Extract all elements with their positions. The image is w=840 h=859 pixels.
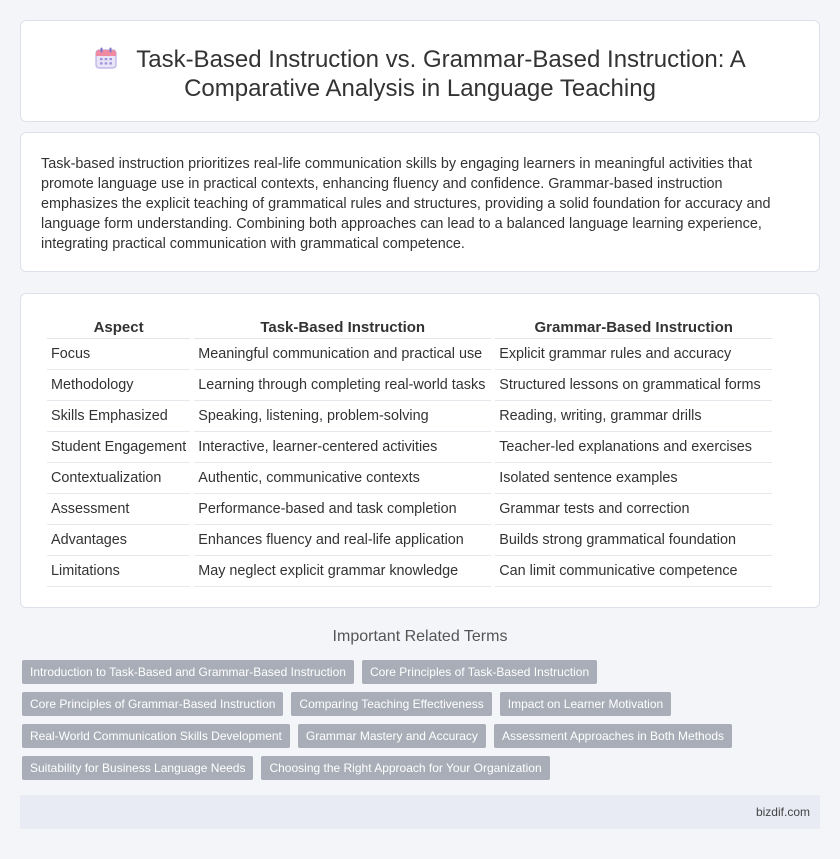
table-row [47,494,772,525]
header-grammar-based: Grammar-Based Instruction [495,316,772,339]
cell-task-based: Enhances fluency and real-life application [194,525,491,556]
cell-task-based: Interactive, learner-centered activities [194,432,491,463]
cell-aspect: Methodology [47,370,190,401]
cell-task-based: Learning through completing real-world tasks [194,370,491,401]
cell-grammar-based: Builds strong grammatical foundation [495,525,772,556]
table-row [47,463,772,494]
title-text: Task-Based Instruction vs. Grammar-Based Instruction: A Comparative Analysis in Language Teaching [136,46,746,102]
table-header-row [47,316,772,339]
title-card [20,20,820,122]
summary-card [20,132,820,272]
table-row [47,525,772,556]
comparison-table [43,316,776,587]
related-term-tag[interactable]: Introduction to Task-Based and Grammar-Based Instruction [22,660,354,684]
cell-aspect: Contextualization [47,463,190,494]
page-title [61,45,779,103]
cell-aspect: Assessment [47,494,190,525]
cell-task-based: Meaningful communication and practical use [194,339,491,370]
related-term-tag[interactable]: Comparing Teaching Effectiveness [291,692,491,716]
cell-grammar-based: Can limit communicative competence [495,556,772,587]
cell-grammar-based: Structured lessons on grammatical forms [495,370,772,401]
table-row [47,370,772,401]
title-wrap [61,45,779,103]
table-row [47,401,772,432]
tag-row [22,692,822,716]
related-term-tag[interactable]: Suitability for Business Language Needs [22,756,253,780]
footer-brand[interactable]: bizdif.com [755,805,810,819]
related-term-tag[interactable]: Assessment Approaches in Both Methods [494,724,732,748]
cell-task-based: Authentic, communicative contexts [194,463,491,494]
cell-task-based: Speaking, listening, problem-solving [194,401,491,432]
comparison-table-card [20,293,820,608]
related-term-tag[interactable]: Impact on Learner Motivation [500,692,671,716]
table-row [47,339,772,370]
cell-grammar-based: Explicit grammar rules and accuracy [495,339,772,370]
cell-aspect: Student Engagement [47,432,190,463]
footer [20,795,820,829]
summary-text: Task-based instruction prioritizes real-life communication skills by engaging learners in meaningful activities that promote language use in practical contexts, enhancing fluency and confidence. Grammar-based instruction emphasizes the explicit teaching of grammatical rules and structures, providing a solid foundation for accuracy and language form understanding. Combining both approaches can lead to a balanced language learning experience, integrating practical communication with grammatical competence. [41,156,771,252]
related-term-tag[interactable]: Real-World Communication Skills Development [22,724,290,748]
table-row [47,432,772,463]
related-terms-heading: Important Related Terms [332,628,508,645]
cell-aspect: Skills Emphasized [47,401,190,432]
header-aspect: Aspect [47,316,190,339]
cell-task-based: Performance-based and task completion [194,494,491,525]
related-term-tag[interactable]: Choosing the Right Approach for Your Organization [261,756,549,780]
tag-row [22,724,822,748]
cell-task-based: May neglect explicit grammar knowledge [194,556,491,587]
table-row [47,556,772,587]
cell-grammar-based: Isolated sentence examples [495,463,772,494]
tag-row [22,660,822,684]
related-term-tag[interactable]: Core Principles of Grammar-Based Instruction [22,692,283,716]
header-task-based: Task-Based Instruction [194,316,491,339]
related-term-tag[interactable]: Grammar Mastery and Accuracy [298,724,486,748]
calendar-icon [94,46,118,70]
cell-aspect: Focus [47,339,190,370]
cell-grammar-based: Teacher-led explanations and exercises [495,432,772,463]
related-terms-list [22,660,822,788]
cell-aspect: Limitations [47,556,190,587]
cell-aspect: Advantages [47,525,190,556]
cell-grammar-based: Reading, writing, grammar drills [495,401,772,432]
related-term-tag[interactable]: Core Principles of Task-Based Instruction [362,660,597,684]
tag-row [22,756,822,780]
cell-grammar-based: Grammar tests and correction [495,494,772,525]
